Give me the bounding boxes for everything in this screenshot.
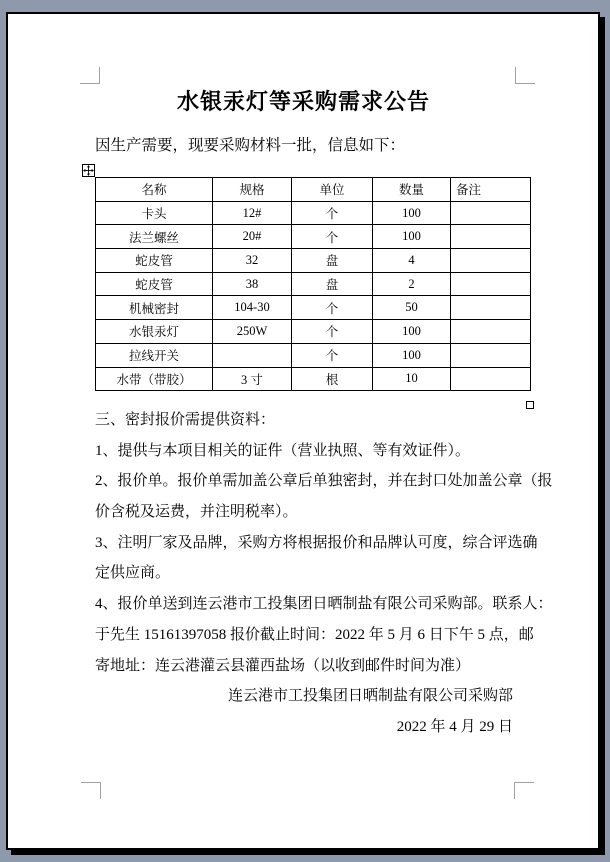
text-boundary-mark-bottom-right <box>514 782 534 799</box>
paragraph-line: 2、报价单。报价单需加盖公章后单独密封，并在封口处加盖公章（报 <box>95 473 553 490</box>
table-cell[interactable] <box>451 225 531 249</box>
paragraph-line: 定供应商。 <box>95 565 171 582</box>
table-cell[interactable]: 100 <box>373 201 451 225</box>
table-row <box>96 201 531 225</box>
table-row <box>96 272 531 296</box>
table-header-cell[interactable]: 备注 <box>451 178 531 202</box>
table-cell[interactable]: 个 <box>292 201 373 225</box>
paragraph-line: 价含税及运费，并注明税率）。 <box>95 504 298 521</box>
table-cell[interactable]: 38 <box>213 272 292 296</box>
table-cell[interactable]: 10 <box>373 367 451 391</box>
table-cell[interactable] <box>451 367 531 391</box>
paragraph-line: 于先生 15161397058 报价截止时间：2022 年 5 月 6 日下午 5 点，邮 <box>95 626 534 643</box>
move-cross-icon <box>83 165 94 176</box>
table-header-row <box>96 178 531 202</box>
table-row <box>96 296 531 320</box>
table-cell[interactable] <box>451 320 531 344</box>
table-row <box>96 249 531 273</box>
table-cell[interactable]: 卡头 <box>96 201 213 225</box>
table-cell[interactable] <box>213 343 292 367</box>
table-cell[interactable]: 水银汞灯 <box>96 320 213 344</box>
text-boundary-mark-top-right <box>515 67 535 84</box>
table-cell[interactable]: 4 <box>373 249 451 273</box>
table-cell[interactable]: 100 <box>373 320 451 344</box>
table-move-handle[interactable] <box>82 164 95 177</box>
table-cell[interactable] <box>451 296 531 320</box>
table-header-cell[interactable]: 规格 <box>213 178 292 202</box>
signature-line: 2022 年 4 月 29 日 <box>396 718 513 735</box>
table-cell[interactable] <box>451 201 531 225</box>
table-cell[interactable]: 盘 <box>292 249 373 273</box>
table-cell[interactable] <box>451 249 531 273</box>
table-cell[interactable]: 50 <box>373 296 451 320</box>
table-cell[interactable]: 100 <box>373 225 451 249</box>
table-row <box>96 320 531 344</box>
table-cell[interactable]: 水带（带胶） <box>96 367 213 391</box>
body-paragraphs <box>95 405 553 743</box>
paragraph-line: 4、报价单送到连云港市工投集团日晒制盐有限公司采购部。联系人： <box>95 596 553 613</box>
table-cell[interactable]: 20# <box>213 225 292 249</box>
procurement-table-body <box>96 178 531 391</box>
paragraph-line: 1、提供与本项目相关的证件（营业执照、等有效证件）。 <box>95 442 471 459</box>
paragraph-line: 3、注明厂家及品牌，采购方将根据报价和品牌认可度，综合评选确 <box>95 534 538 551</box>
table-cell[interactable]: 法兰螺丝 <box>96 225 213 249</box>
table-cell[interactable]: 个 <box>292 343 373 367</box>
table-cell[interactable]: 104-30 <box>213 296 292 320</box>
table-cell[interactable]: 3 寸 <box>213 367 292 391</box>
table-cell[interactable]: 2 <box>373 272 451 296</box>
table-cell[interactable]: 250W <box>213 320 292 344</box>
document-title: 水银汞灯等采购需求公告 <box>176 89 430 114</box>
table-resize-handle[interactable] <box>526 401 534 409</box>
procurement-table <box>95 177 531 391</box>
table-header-cell[interactable]: 数量 <box>373 178 451 202</box>
table-cell[interactable]: 12# <box>213 201 292 225</box>
table-row <box>96 367 531 391</box>
table-cell[interactable]: 根 <box>292 367 373 391</box>
table-cell[interactable] <box>451 272 531 296</box>
text-boundary-mark-bottom-left <box>81 782 101 799</box>
table-header-cell[interactable]: 名称 <box>96 178 213 202</box>
table-cell[interactable]: 个 <box>292 225 373 249</box>
table-cell[interactable]: 32 <box>213 249 292 273</box>
table-cell[interactable]: 蛇皮管 <box>96 249 213 273</box>
paragraph-line: 三、密封报价需提供资料： <box>95 412 276 428</box>
table-cell[interactable]: 拉线开关 <box>96 343 213 367</box>
paragraph-line: 寄地址：连云港灌云县灌西盐场（以收到邮件时间为准） <box>95 657 471 674</box>
table-cell[interactable]: 100 <box>373 343 451 367</box>
table-row <box>96 225 531 249</box>
intro-paragraph: 因生产需要，现要采购材料一批，信息如下： <box>95 137 406 154</box>
document-page <box>6 12 600 850</box>
table-cell[interactable]: 个 <box>292 296 373 320</box>
table-cell[interactable] <box>451 343 531 367</box>
table-cell[interactable]: 个 <box>292 320 373 344</box>
text-boundary-mark-top-left <box>80 67 100 84</box>
signature-line: 连云港市工投集团日晒制盐有限公司采购部 <box>227 688 513 705</box>
table-row <box>96 343 531 367</box>
table-cell[interactable]: 盘 <box>292 272 373 296</box>
table-header-cell[interactable]: 单位 <box>292 178 373 202</box>
table-cell[interactable]: 机械密封 <box>96 296 213 320</box>
table-cell[interactable]: 蛇皮管 <box>96 272 213 296</box>
